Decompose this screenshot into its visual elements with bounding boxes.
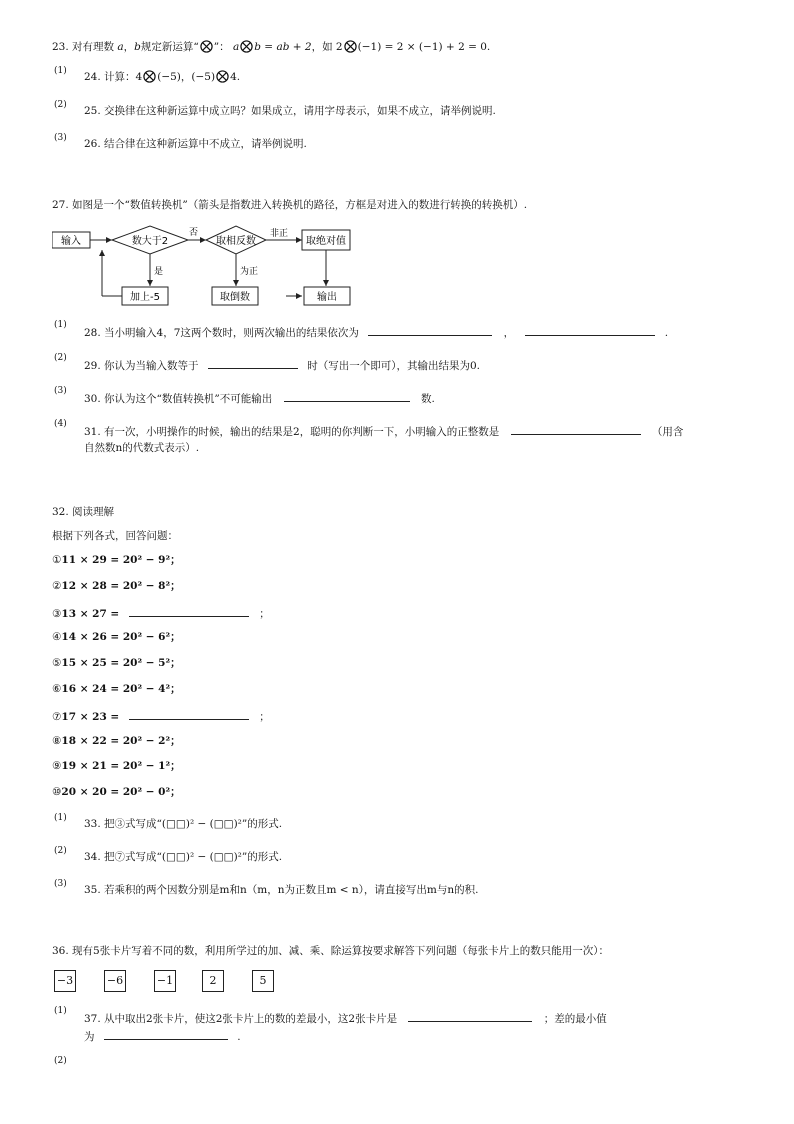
q23-example-pre: ，如 2 bbox=[311, 41, 343, 53]
q26-line bbox=[84, 137, 307, 151]
q24-line bbox=[84, 70, 240, 84]
q28-answer-blank-1[interactable] bbox=[368, 324, 492, 336]
q24-text-3: 4. bbox=[230, 71, 241, 83]
q32-equation-mark: ⑦ bbox=[52, 710, 62, 723]
q23-text: 对有理数 bbox=[72, 41, 115, 53]
q32-equation-mark: ⑧ bbox=[52, 734, 62, 747]
q32-equation-row bbox=[52, 708, 270, 724]
q32-equation-row bbox=[52, 605, 270, 621]
q33-line bbox=[84, 817, 282, 831]
q32-equation-row bbox=[52, 734, 181, 748]
q28-index: (1) bbox=[54, 320, 67, 330]
circled-times-icon bbox=[200, 40, 213, 53]
q28-end: . bbox=[664, 327, 669, 339]
q32-equation-row bbox=[52, 630, 181, 644]
q29-index: (2) bbox=[54, 353, 67, 363]
q32-answer-blank[interactable] bbox=[129, 605, 249, 617]
q32-equation-expr: 18 × 22 = 20² − 2²； bbox=[61, 734, 181, 747]
q23-eq-rest: b = ab + 2 bbox=[254, 41, 312, 53]
circled-times-icon bbox=[240, 40, 253, 53]
q31-text: 有一次，小明操作的时候，输出的结果是2，聪明的你判断一下，小明输入的正整数是 bbox=[104, 426, 500, 438]
number-card: 5 bbox=[252, 970, 274, 992]
q37-line bbox=[84, 1010, 607, 1026]
q24-index: (1) bbox=[54, 66, 67, 76]
q32-equation-expr: 19 × 21 = 20² − 1²； bbox=[61, 760, 181, 773]
q35-line bbox=[84, 883, 478, 897]
q31-line bbox=[84, 423, 683, 439]
flow-yes-label: 是 bbox=[154, 267, 164, 277]
q32-equation-row bbox=[52, 785, 181, 799]
flow-add-label: 加上-5 bbox=[130, 292, 160, 303]
q32-equation-expr: 15 × 25 = 20² − 5²； bbox=[61, 657, 181, 670]
q37-number: 37. bbox=[84, 1013, 101, 1025]
q23-example-post: (−1) = 2 × (−1) + 2 = 0 bbox=[357, 41, 487, 53]
q32-equation-end: ； bbox=[259, 710, 270, 723]
q32-equation-row bbox=[52, 682, 181, 696]
q28-line bbox=[84, 324, 668, 340]
q33-index: (1) bbox=[54, 813, 67, 823]
q37-line2-text: 为 bbox=[84, 1031, 95, 1043]
q26-text: 结合律在这种新运算中不成立，请举例说明. bbox=[104, 138, 307, 150]
q37-cards-blank[interactable] bbox=[408, 1010, 532, 1022]
number-card: 2 bbox=[202, 970, 224, 992]
q27-line bbox=[52, 198, 527, 212]
q32-equation-mark: ⑩ bbox=[52, 786, 62, 799]
flow-positive-label: 为正 bbox=[240, 267, 259, 277]
q34-number: 34. bbox=[84, 851, 101, 863]
q23-rule-end: ”： bbox=[213, 41, 230, 53]
flow-reciprocal-label: 取倒数 bbox=[220, 292, 250, 303]
q37-min-diff-blank[interactable] bbox=[104, 1028, 228, 1040]
q26-number: 26. bbox=[84, 138, 101, 150]
q30-index: (3) bbox=[54, 386, 67, 396]
q36-line bbox=[52, 944, 609, 958]
q26-index: (3) bbox=[54, 133, 67, 143]
q25-line bbox=[84, 104, 496, 118]
q38-index: (2) bbox=[54, 1056, 67, 1066]
q30-answer-blank[interactable] bbox=[284, 390, 410, 402]
q34-text: 把⑦式写成“(□□)² − (□□)²”的形式. bbox=[104, 851, 283, 863]
q32-equation-mark: ⑥ bbox=[52, 683, 62, 695]
q31-number: 31. bbox=[84, 426, 101, 438]
q23-rule-text: 规定新运算“ bbox=[140, 41, 199, 53]
circled-times-icon bbox=[344, 40, 357, 53]
q32-heading bbox=[52, 505, 114, 519]
flow-condition-label: 数大于2 bbox=[131, 236, 169, 247]
q32-equation-expr: 17 × 23 = bbox=[61, 710, 120, 723]
flow-nonpos-label: 非正 bbox=[270, 229, 289, 239]
q32-equation-row bbox=[52, 656, 181, 670]
q32-equation-mark: ① bbox=[52, 554, 62, 566]
q31-line-2: 自然数n的代数式表示）. bbox=[84, 442, 200, 454]
q30-line bbox=[84, 390, 435, 406]
number-card: −6 bbox=[104, 970, 126, 992]
circled-times-icon bbox=[143, 70, 156, 83]
q35-number: 35. bbox=[84, 884, 101, 896]
q27-number: 27. bbox=[52, 199, 69, 211]
q32-equation-expr: 13 × 27 = bbox=[61, 607, 120, 620]
q28-answer-blank-2[interactable] bbox=[525, 324, 655, 336]
q32-title: 阅读理解 bbox=[72, 506, 115, 518]
q30-end-text: 数. bbox=[420, 393, 435, 405]
q32-equation-expr: 20 × 20 = 20² − 0²； bbox=[61, 786, 181, 799]
number-card: −1 bbox=[154, 970, 176, 992]
q35-text: 若乘积的两个因数分别是m和n（m，n为正数且m < n），请直接写出m与n的积. bbox=[104, 884, 479, 896]
q32-intro: 根据下列各式，回答问题： bbox=[52, 530, 178, 542]
flow-output-label: 输出 bbox=[317, 292, 337, 303]
q25-number: 25. bbox=[84, 105, 101, 117]
q29-line bbox=[84, 357, 480, 373]
q32-equation-expr: 12 × 28 = 20² − 8²； bbox=[61, 579, 181, 592]
q32-equation-expr: 16 × 24 = 20² − 4²； bbox=[61, 683, 181, 695]
q23-comma: ， bbox=[123, 41, 135, 53]
q31-index: (4) bbox=[54, 419, 67, 429]
q36-text: 现有5张卡片写着不同的数，利用所学过的加、减、乘、除运算按要求解答下列问题（每张卡片上的数只能用一次）： bbox=[72, 945, 609, 957]
flow-abs-label: 取绝对值 bbox=[306, 236, 346, 247]
flow-input-label: 输入 bbox=[61, 236, 81, 247]
q25-index: (2) bbox=[54, 100, 67, 110]
q32-equation-mark: ④ bbox=[52, 631, 62, 644]
flow-no-label: 否 bbox=[189, 228, 199, 238]
q24-text-2: (−5)，(−5) bbox=[157, 71, 216, 83]
q24-number: 24. bbox=[84, 71, 101, 83]
q31-end-text: （用含 bbox=[651, 426, 684, 438]
q31-answer-blank[interactable] bbox=[511, 423, 641, 435]
q29-text: 你认为当输入数等于 bbox=[104, 360, 199, 372]
q34-index: (2) bbox=[54, 846, 67, 856]
q37-line-2 bbox=[84, 1028, 241, 1044]
q23-end: . bbox=[486, 41, 491, 53]
q23-var-a: a bbox=[117, 41, 124, 53]
q23-eq-a: a bbox=[232, 41, 240, 53]
q32-equation-expr: 11 × 29 = 20² − 9²； bbox=[61, 554, 181, 566]
circled-times-icon bbox=[216, 70, 229, 83]
q32-equation-end: ； bbox=[259, 607, 270, 620]
q33-number: 33. bbox=[84, 818, 101, 830]
q29-number: 29. bbox=[84, 360, 101, 372]
q23-number: 23. bbox=[52, 41, 69, 53]
q25-text: 交换律在这种新运算中成立吗？如果成立，请用字母表示，如果不成立，请举例说明. bbox=[104, 105, 496, 117]
number-converter-flowchart bbox=[52, 224, 362, 310]
q32-equation-mark: ③ bbox=[52, 607, 62, 620]
q32-equation-row bbox=[52, 759, 181, 773]
q32-equation-row bbox=[52, 553, 181, 567]
q32-answer-blank[interactable] bbox=[129, 708, 249, 720]
q37-index: (1) bbox=[54, 1006, 67, 1016]
q28-text: 当小明输入4，7这两个数时，则两次输出的结果依次为 bbox=[104, 327, 359, 339]
q33-text: 把③式写成“(□□)² − (□□)²”的形式. bbox=[104, 818, 283, 830]
q23-var-b: b bbox=[134, 41, 141, 53]
q32-equation-expr: 14 × 26 = 20² − 6²； bbox=[61, 631, 181, 644]
q35-index: (3) bbox=[54, 879, 67, 889]
q32-equation-mark: ⑨ bbox=[52, 760, 62, 773]
q27-text: 如图是一个“数值转换机”（箭头是指数进入转换机的路径，方框是对进入的数进行转换的转换机）. bbox=[72, 199, 528, 211]
q29-end-text: 时（写出一个即可），其输出结果为0. bbox=[307, 360, 481, 372]
q37-mid-text: ；差的最小值 bbox=[543, 1013, 607, 1025]
q32-number: 32. bbox=[52, 506, 69, 518]
q37-text: 从中取出2张卡片，使这2张卡片上的数的差最小，这2张卡片是 bbox=[104, 1013, 398, 1025]
q36-number: 36. bbox=[52, 945, 69, 957]
q37-end: . bbox=[237, 1031, 241, 1043]
q24-text-1: 计算：4 bbox=[104, 71, 143, 83]
q32-equation-mark: ② bbox=[52, 579, 62, 592]
number-card: −3 bbox=[54, 970, 76, 992]
q30-text: 你认为这个“数值转换机”不可能输出 bbox=[104, 393, 273, 405]
q23-line bbox=[52, 40, 490, 54]
q32-equation-row bbox=[52, 579, 181, 593]
flow-sign-label: 取相反数 bbox=[216, 236, 256, 247]
q34-line bbox=[84, 850, 282, 864]
q32-equation-mark: ⑤ bbox=[52, 657, 62, 670]
q30-number: 30. bbox=[84, 393, 101, 405]
q29-answer-blank[interactable] bbox=[208, 357, 298, 369]
q28-separator: ， bbox=[503, 327, 515, 339]
q28-number: 28. bbox=[84, 327, 101, 339]
